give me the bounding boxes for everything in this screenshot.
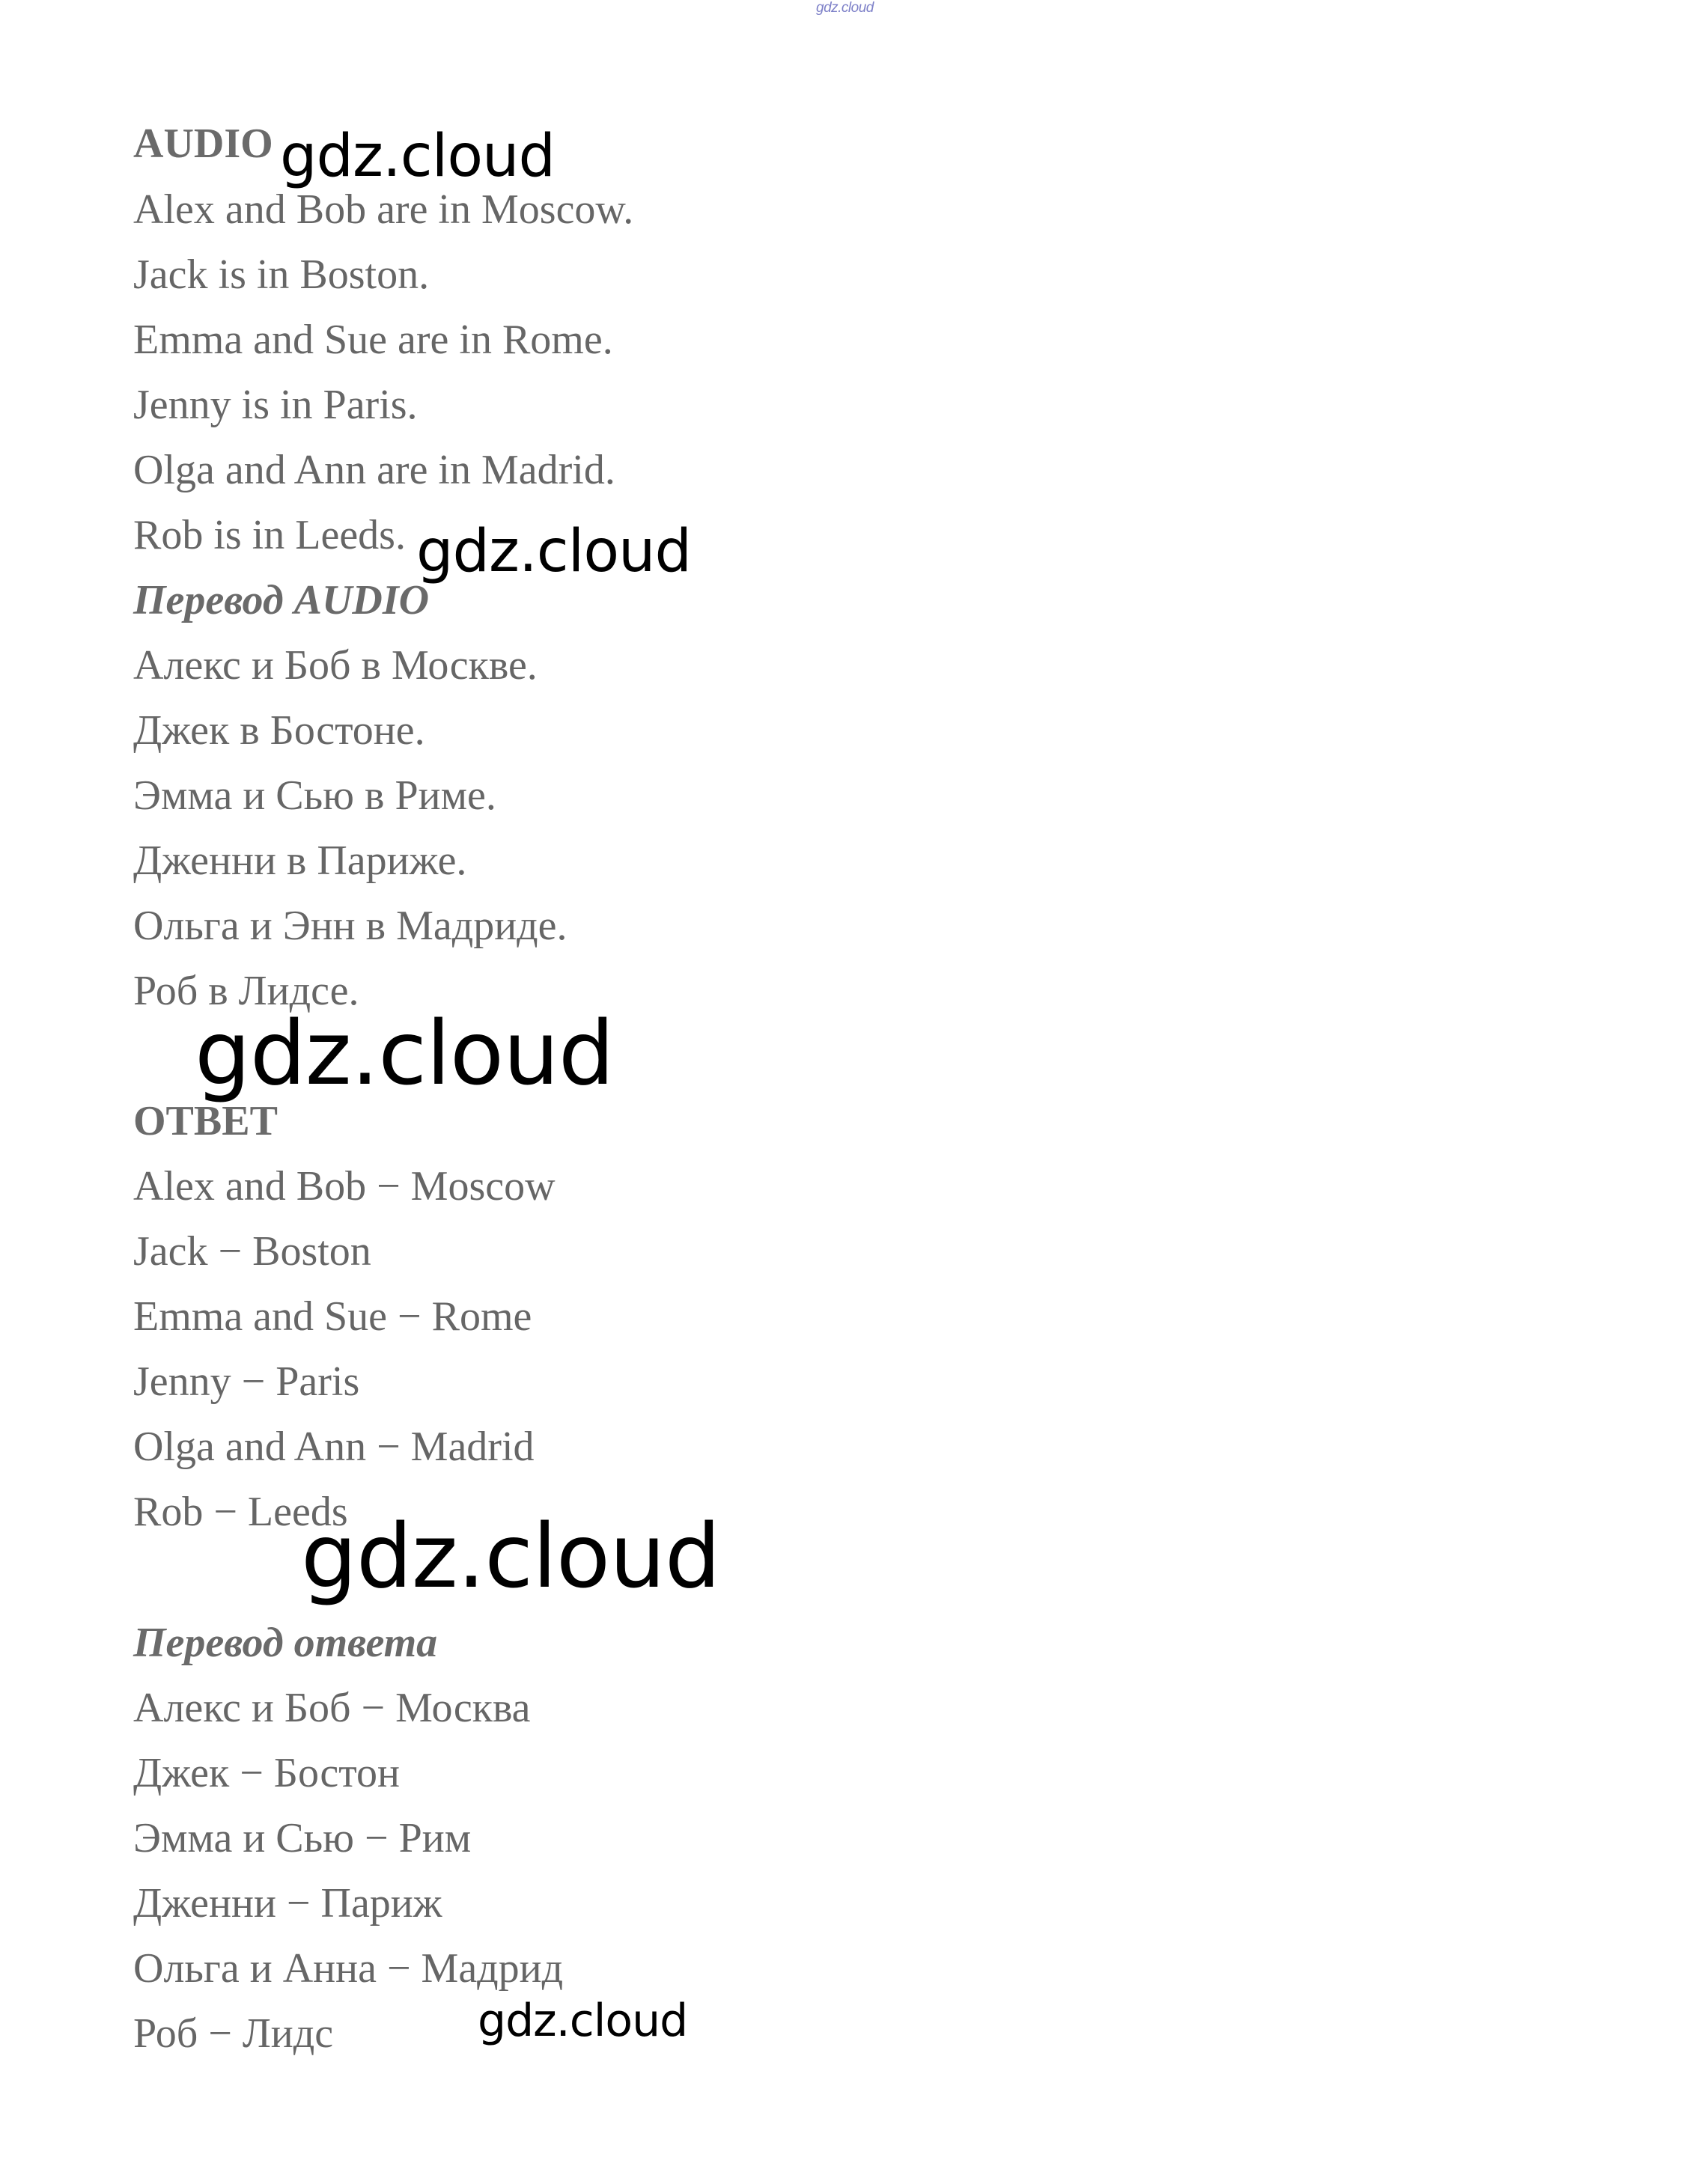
answer-line: Olga and Ann − Madrid — [133, 1424, 535, 1470]
audio-translation-line: Дженни в Париже. — [133, 838, 467, 884]
audio-line: Olga and Ann are in Madrid. — [133, 447, 615, 493]
audio-translation-line: Роб в Лидсе. — [133, 968, 359, 1014]
answer-translation-line: Эмма и Сью − Рим — [133, 1815, 472, 1861]
audio-heading: AUDIO — [133, 121, 273, 167]
audio-translation-line: Джек в Бостоне. — [133, 707, 425, 754]
audio-line: Rob is in Leeds. — [133, 512, 406, 558]
answer-translation-line: Дженни − Париж — [133, 1880, 442, 1927]
audio-translation-line: Ольга и Энн в Мадриде. — [133, 903, 567, 949]
watermark: gdz.cloud — [478, 1995, 688, 2047]
header-watermark: gdz.cloud — [816, 0, 874, 16]
audio-translation-heading: Перевод AUDIO — [133, 577, 430, 623]
answer-translation-line: Алекс и Боб − Москва — [133, 1685, 531, 1731]
answer-translation-heading: Перевод ответа — [133, 1620, 438, 1666]
audio-line: Jack is in Boston. — [133, 251, 430, 298]
watermark: gdz.cloud — [195, 1001, 614, 1105]
answer-translation-line: Роб − Лидс — [133, 2010, 334, 2057]
watermark: gdz.cloud — [280, 123, 555, 190]
answer-line: Rob − Leeds — [133, 1489, 348, 1535]
watermark: gdz.cloud — [416, 518, 691, 585]
watermark: gdz.cloud — [301, 1504, 720, 1608]
audio-line: Jenny is in Paris. — [133, 382, 418, 428]
answer-line: Alex and Bob − Moscow — [133, 1163, 556, 1210]
answer-translation-line: Джек − Бостон — [133, 1750, 400, 1796]
audio-translation-line: Эмма и Сью в Риме. — [133, 772, 496, 819]
answer-line: Emma and Sue − Rome — [133, 1293, 532, 1340]
audio-line: Alex and Bob are in Moscow. — [133, 186, 634, 233]
answer-line: Jack − Boston — [133, 1228, 371, 1275]
answer-translation-line: Ольга и Анна − Мадрид — [133, 1945, 564, 1992]
answer-heading: ОТВЕТ — [133, 1098, 278, 1144]
audio-translation-line: Алекс и Боб в Москве. — [133, 642, 538, 689]
answer-line: Jenny − Paris — [133, 1358, 360, 1405]
audio-line: Emma and Sue are in Rome. — [133, 317, 613, 363]
